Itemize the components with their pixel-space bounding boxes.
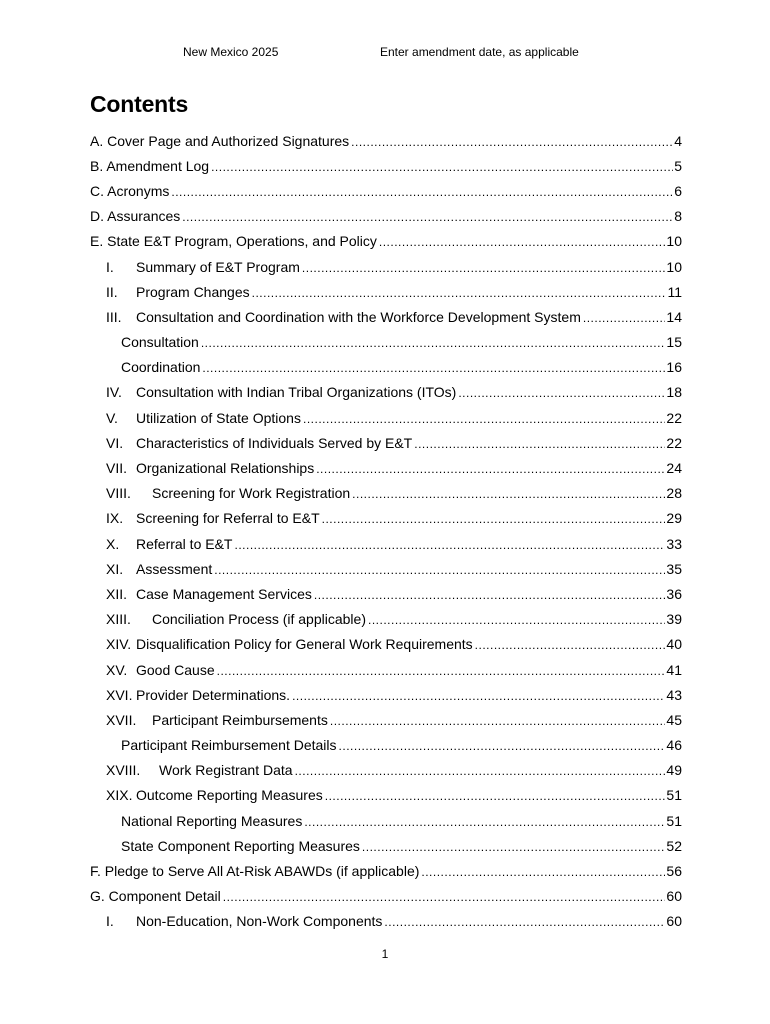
toc-leader — [583, 311, 666, 325]
toc-label: Consultation and Coordination with the Workforce Development System — [136, 308, 581, 325]
toc-label: Organizational Relationships — [136, 460, 315, 477]
toc-page: 4 — [674, 132, 682, 149]
toc-leader — [368, 613, 665, 627]
toc-entry-screening-work-registration[interactable] — [90, 481, 682, 506]
toc-label: Participant Reimbursements — [152, 711, 328, 728]
toc-label: Screening for Work Registration — [152, 485, 351, 502]
toc-page: 45 — [666, 711, 682, 728]
toc-page: 40 — [666, 636, 682, 653]
toc-leader — [379, 235, 666, 249]
toc-entry-summary[interactable] — [90, 254, 682, 279]
toc-label: Summary of E&T Program — [136, 258, 300, 275]
toc-leader — [421, 865, 665, 879]
toc-number: IX. — [106, 510, 124, 527]
toc-leader — [171, 185, 673, 199]
toc-entry-outcome-reporting[interactable] — [90, 783, 682, 808]
toc-number: X. — [106, 535, 120, 552]
toc-label: D. Assurances — [90, 208, 181, 225]
toc-label: Conciliation Process (if applicable) — [152, 611, 366, 628]
toc-leader — [302, 261, 666, 275]
toc-page: 14 — [666, 308, 682, 325]
toc-page: 56 — [666, 863, 682, 880]
toc-number: IV. — [106, 384, 122, 401]
toc-number: VI. — [106, 434, 124, 451]
toc-leader — [475, 638, 666, 652]
toc-number: XIX. — [106, 787, 133, 804]
toc-page: 41 — [666, 661, 682, 678]
toc-label: Work Registrant Data — [159, 762, 293, 779]
toc-leader — [295, 764, 666, 778]
toc-page: 51 — [666, 812, 682, 829]
toc-label: Utilization of State Options — [136, 409, 301, 426]
page-number: 1 — [381, 947, 389, 961]
toc-leader — [201, 336, 666, 350]
toc-page: 11 — [667, 283, 682, 300]
toc-label: State Component Reporting Measures — [121, 837, 360, 854]
toc-leader — [223, 890, 666, 904]
toc-label: B. Amendment Log — [90, 157, 210, 174]
toc-number: XIV. — [106, 636, 132, 653]
toc-page: 10 — [666, 258, 682, 275]
toc-label: F. Pledge to Serve All At-Risk ABAWDs (if applicable) — [90, 863, 420, 880]
toc-page: 43 — [666, 686, 682, 703]
toc-entry-participant-reimbursements[interactable] — [90, 707, 682, 732]
toc-entry-itos[interactable] — [90, 380, 682, 405]
toc-label: Participant Reimbursement Details — [121, 737, 337, 754]
toc-entry-organizational-relationships[interactable] — [90, 455, 682, 480]
toc-page: 33 — [666, 535, 682, 552]
toc-label: Characteristics of Individuals Served by E&T — [136, 434, 413, 451]
toc-entry-conciliation[interactable] — [90, 607, 682, 632]
toc-number: VIII. — [106, 485, 131, 502]
toc-leader — [304, 815, 665, 829]
toc-leader — [211, 160, 673, 174]
toc-leader — [352, 487, 665, 501]
toc-page: 18 — [666, 384, 682, 401]
toc-leader — [214, 563, 665, 577]
toc-number: XVIII. — [106, 762, 141, 779]
toc-entry-consultation-coordination[interactable] — [90, 304, 682, 329]
toc-label: Case Management Services — [136, 585, 312, 602]
toc-entry-cover-page[interactable] — [90, 128, 682, 153]
toc-number: III. — [106, 308, 122, 325]
toc-number: VII. — [106, 460, 128, 477]
table-of-contents — [90, 128, 682, 934]
toc-entry-state-et-program[interactable] — [90, 229, 682, 254]
toc-label: National Reporting Measures — [121, 812, 303, 829]
toc-number: XVI. — [106, 686, 133, 703]
page-header — [0, 45, 770, 63]
toc-page: 29 — [666, 510, 682, 527]
toc-page: 46 — [666, 737, 682, 754]
toc-leader — [330, 714, 666, 728]
toc-page: 52 — [666, 837, 682, 854]
toc-page: 22 — [666, 409, 682, 426]
toc-label: G. Component Detail — [90, 888, 221, 905]
toc-entry-participant-reimbursement-details[interactable] — [90, 733, 682, 758]
toc-label: Screening for Referral to E&T — [136, 510, 320, 527]
toc-label: Non-Education, Non-Work Components — [136, 913, 383, 930]
toc-number: I. — [106, 913, 114, 930]
toc-leader — [384, 915, 665, 929]
toc-number: XVII. — [106, 711, 137, 728]
toc-entry-work-registrant-data[interactable] — [90, 758, 682, 783]
toc-entry-provider-determinations[interactable] — [90, 682, 682, 707]
toc-label: Provider Determinations. — [136, 686, 291, 703]
toc-number: XI. — [106, 560, 124, 577]
toc-label: C. Acronyms — [90, 182, 170, 199]
toc-leader — [322, 512, 666, 526]
toc-leader — [414, 437, 665, 451]
toc-leader — [325, 789, 666, 803]
toc-page: 6 — [674, 182, 682, 199]
toc-leader — [314, 588, 666, 602]
toc-page: 8 — [674, 208, 682, 225]
toc-page: 35 — [666, 560, 682, 577]
toc-entry-pledge-abawds[interactable] — [90, 858, 682, 883]
toc-label: Outcome Reporting Measures — [136, 787, 323, 804]
header-state-year: New Mexico 2025 — [183, 45, 279, 59]
toc-page: 60 — [666, 913, 682, 930]
toc-number: XII. — [106, 585, 128, 602]
toc-entry-coordination[interactable] — [90, 355, 682, 380]
header-amendment-date: Enter amendment date, as applicable — [380, 45, 579, 59]
toc-entry-non-education-components[interactable] — [90, 909, 682, 934]
toc-label: Consultation — [121, 334, 199, 351]
toc-entry-good-cause[interactable] — [90, 657, 682, 682]
contents-title: Contents — [90, 91, 189, 117]
toc-page: 10 — [666, 233, 682, 250]
toc-page: 51 — [666, 787, 682, 804]
toc-label: Good Cause — [136, 661, 215, 678]
toc-label: A. Cover Page and Authorized Signatures — [90, 132, 350, 149]
toc-page: 24 — [666, 460, 682, 477]
toc-page: 49 — [666, 762, 682, 779]
toc-leader — [252, 286, 667, 300]
toc-page: 60 — [666, 888, 682, 905]
toc-label: Disqualification Policy for General Work Requirements — [136, 636, 473, 653]
toc-page: 22 — [666, 434, 682, 451]
toc-leader — [217, 664, 666, 678]
toc-number: I. — [106, 258, 114, 275]
toc-entry-assurances[interactable] — [90, 204, 682, 229]
toc-entry-assessment[interactable] — [90, 556, 682, 581]
toc-entry-screening-referral[interactable] — [90, 506, 682, 531]
toc-number: II. — [106, 283, 118, 300]
toc-page: 36 — [666, 585, 682, 602]
toc-label: Coordination — [121, 359, 201, 376]
toc-entry-program-changes[interactable] — [90, 279, 682, 304]
toc-label: Program Changes — [136, 283, 250, 300]
toc-label: E. State E&T Program, Operations, and Policy — [90, 233, 377, 250]
toc-leader — [292, 689, 665, 703]
toc-number: XIII. — [106, 611, 131, 628]
toc-leader — [303, 412, 665, 426]
toc-entry-referral[interactable] — [90, 531, 682, 556]
toc-label: Assessment — [136, 560, 213, 577]
toc-page: 16 — [666, 359, 682, 376]
toc-page: 28 — [666, 485, 682, 502]
toc-entry-state-options[interactable] — [90, 405, 682, 430]
toc-entry-consultation[interactable] — [90, 330, 682, 355]
toc-label: Consultation with Indian Tribal Organizations (ITOs) — [136, 384, 457, 401]
toc-leader — [316, 462, 665, 476]
toc-entry-state-component-reporting[interactable] — [90, 833, 682, 858]
toc-entry-case-management[interactable] — [90, 581, 682, 606]
toc-entry-amendment-log[interactable] — [90, 153, 682, 178]
toc-leader — [351, 135, 673, 149]
toc-leader — [182, 210, 673, 224]
toc-entry-acronyms[interactable] — [90, 178, 682, 203]
toc-leader — [362, 840, 666, 854]
toc-page: 15 — [666, 334, 682, 351]
toc-label: Referral to E&T — [136, 535, 233, 552]
toc-entry-national-reporting[interactable] — [90, 808, 682, 833]
toc-entry-component-detail[interactable] — [90, 884, 682, 909]
toc-leader — [458, 386, 665, 400]
toc-number: V. — [106, 409, 118, 426]
toc-leader — [202, 361, 665, 375]
toc-entry-disqualification[interactable] — [90, 632, 682, 657]
toc-page: 39 — [666, 611, 682, 628]
toc-entry-characteristics[interactable] — [90, 430, 682, 455]
toc-number: XV. — [106, 661, 128, 678]
toc-page: 5 — [674, 157, 682, 174]
toc-leader — [234, 538, 665, 552]
toc-leader — [339, 739, 666, 753]
